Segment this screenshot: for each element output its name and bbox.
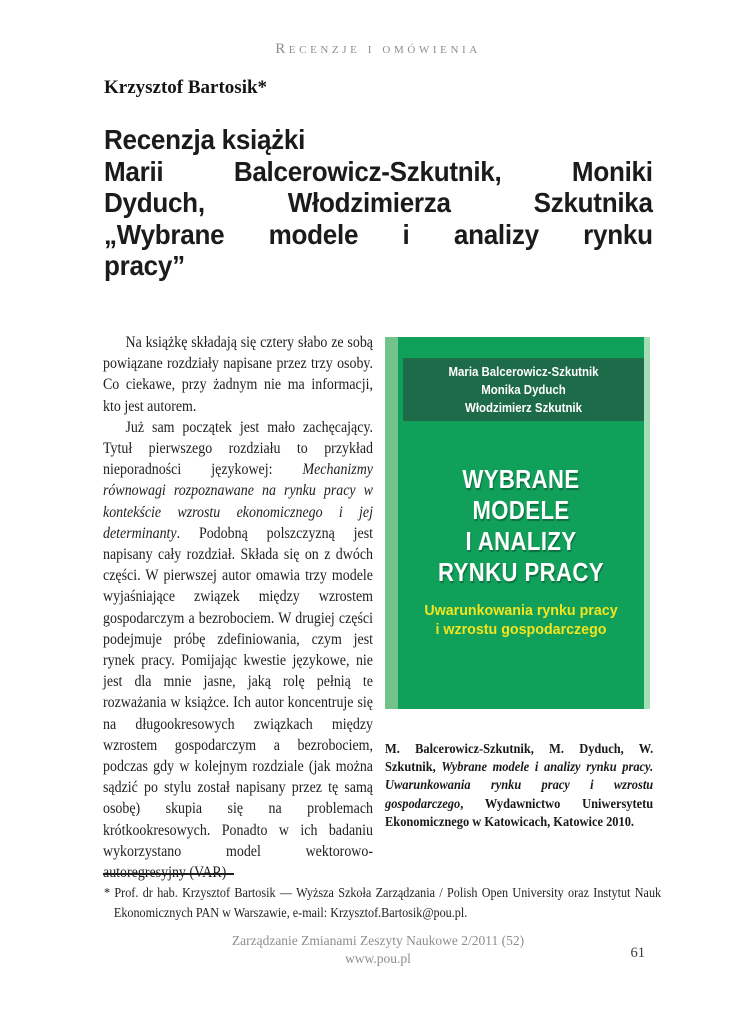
book-cover-authors-band: Maria Balcerowicz-Szkutnik Monika Dyduch Włodzimierz Szkutnik — [403, 358, 644, 421]
footer-website: www.pou.pl — [345, 950, 411, 966]
paragraph-2-text-continued: . Podobną polszczyzną jest napisany cały rozdział. Składa się on z dwóch części. W pierwszej autor omawia trzy modele wyjaśniające związek między wzrostem gospodarczym a bezrobociem. W drugiej części podejmuje próbę zdefiniowania, czym jest rynek pracy. Pomijając kwestie językowe, nie jest dla mnie jasne, jaką rolę pełnią te rozważania w książce. Ich autor koncentruje się na długookresowych związkach między wzrostem gospodarczym a bezrobociem, podczas gdy w kolejnym rozdziale (jak można sądzić po stylu został napisany przez tę samą osobę) skupia się na problemach krótkookresowych. Ponadto w ich badaniu wykorzystano model wektorowo-autoregresyjny (VAR) — [103, 524, 373, 882]
footnote-marker: * — [104, 885, 111, 900]
body-paragraph-2 — [103, 417, 373, 883]
book-cover-image — [385, 337, 650, 709]
article-body-column — [103, 332, 373, 883]
author-byline: Krzysztof Bartosik* — [104, 77, 268, 98]
book-cover-spine-strip — [385, 337, 398, 709]
footnote-separator-rule — [103, 873, 234, 875]
caption-authors: M. Balcerowicz-Szkutnik, M. Dyduch, W. Szkutnik, — [385, 741, 654, 775]
page-number: 61 — [630, 945, 645, 961]
body-paragraph-1: Na książkę składają się cztery słabo ze sobą powiązane rozdziały napisane przez trzy osoby. Co ciekawe, przy żadnym nie ma informacji, kto jest autorem. — [103, 334, 373, 415]
paragraph-2-text: Już sam początek jest mało zachęcający. Tytuł pierwszego rozdziału to przykład nieporadności językowej: — [103, 418, 373, 479]
book-cover-subtitle: Uwarunkowania rynku pracy i wzrostu gospodarczego — [424, 602, 618, 638]
paragraph-2-book-chapter-title: Mechanizmy równowagi rozpoznawane na rynku pracy w kontekście wzrostu ekonomicznego i jej determinanty — [103, 461, 373, 542]
running-header: Recenzje i omówienia — [275, 41, 481, 57]
article-title: Recenzja książki Marii Balcerowicz-Szkutnik, Moniki Dyduch, Włodzimierza Szkutnika „Wybrane modele i analizy rynku pracy” — [104, 124, 653, 281]
footer-journal-line: Zarządzanie Zmianami Zeszyty Naukowe 2/2011 (52) — [231, 933, 525, 948]
book-reference-caption — [385, 740, 653, 831]
caption-publisher: , Wydawnictwo Uniwersytetu Ekonomicznego w Katowicach, Katowice 2010. — [385, 795, 654, 829]
footnote-text: Prof. dr hab. Krzysztof Bartosik — Wyższa Szkoła Zarządzania / Polish Open University oraz Instytut Nauk Ekonomicznych PAN w Warszawie, e-mail: Krzysztof.Bartosik@pou.pl. — [113, 885, 662, 920]
page-footer — [104, 932, 652, 967]
book-cover-edge-strip — [644, 337, 650, 709]
author-affiliation-footnote — [104, 883, 661, 922]
book-cover-title: WYBRANE MODELE I ANALIZY RYNKU PRACY — [438, 464, 604, 587]
caption-book-title: Wybrane modele i analizy rynku pracy. Uwarunkowania rynku pracy i wzrostu gospodarczego — [385, 759, 654, 811]
